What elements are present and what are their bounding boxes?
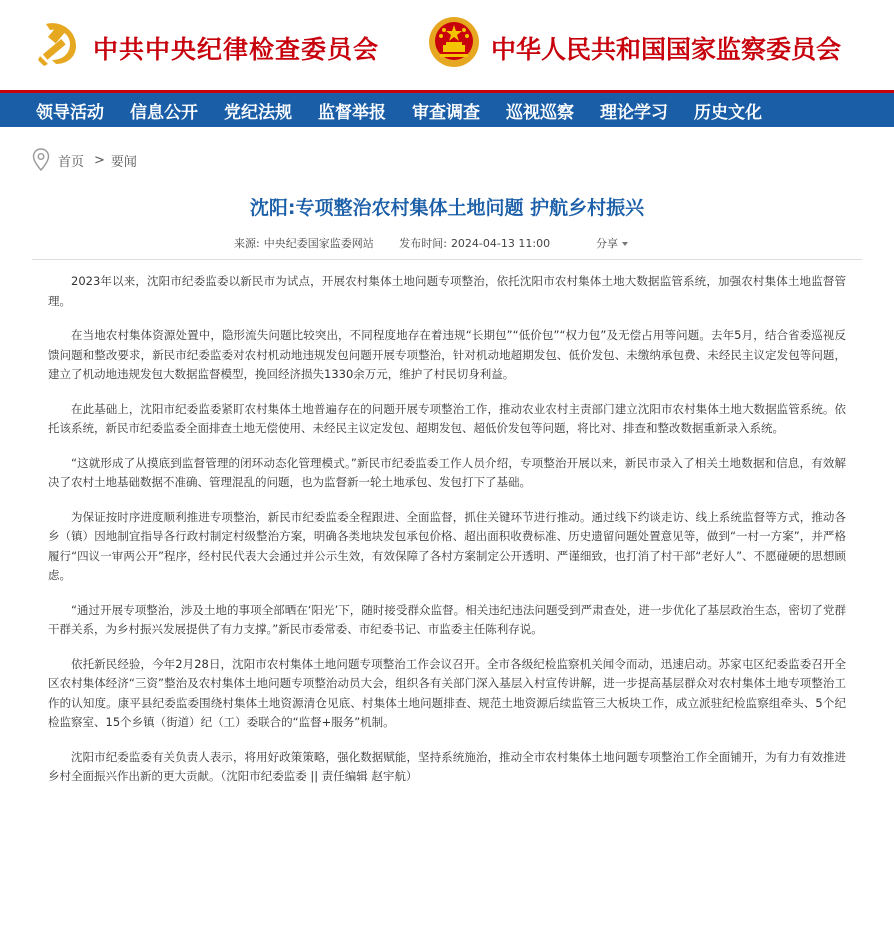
article-paragraph: “这就形成了从摸底到监督管理的闭环动态化管理模式。”新民市纪委监委工作人员介绍，专项整治开展以来，新民市录入了相关土地数据和信息，有效解决了农村土地基础数据不准确、管理混乱的问题，也为监督新一轮土地承包、发包打下了基础。: [48, 455, 846, 489]
divider: [32, 259, 862, 260]
article-paragraph: “通过开展专项整治，涉及土地的事项全部晒在‘阳光’下，随时接受群众监督。相关违纪违法问题受到严肃查处，进一步优化了基层政治生态，密切了党群干群关系，为乡村振兴发展提供了有力支撑。”新民市委常委、市纪委书记、市监委主任陈利存说。: [48, 602, 846, 636]
breadcrumb-current-link[interactable]: 要闻: [110, 154, 137, 170]
party-emblem-icon: [32, 16, 84, 68]
article-paragraph: 沈阳市纪委监委有关负责人表示，将用好政策策略，强化数据赋能，坚持系统施治，推动全市农村集体土地问题专项整治工作全面铺开，为有力有效推进乡村全面振兴作出新的更大贡献。（沈阳市纪委监委 || 责任编辑 赵宇航）: [48, 749, 846, 783]
article-paragraph: 为保证按时序进度顺利推进专项整治，新民市纪委监委全程跟进、全面监督，抓住关键环节进行推动。通过线下约谈走访、线上系统监督等方式，推动各乡（镇）因地制宜指导各行政村制定村级整治方案，明确各类地块发包承包价格、超出面积收费标准、历史遗留问题处置意见等，做到“一村一方案”，并严格履行“四议一审两公开”程序，经村民代表大会通过并公示生效，有效保障了各村方案制定公开透明、严谨细致，也打消了村干部“老好人”、不愿碰硬的思想顾虑。: [48, 509, 846, 582]
article-paragraph: 在此基础上，沈阳市纪委监委紧盯农村集体土地普遍存在的问题开展专项整治工作，推动农业农村主责部门建立沈阳市农村集体土地大数据监管系统。依托该系统，新民市纪委监委全面排查土地无偿使用、未经民主议定发包、超期发包、超低价发包等问题，将比对、排查和整改数据重新录入系统。: [48, 401, 846, 435]
article-paragraph: 2023年以来，沈阳市纪委监委以新民市为试点，开展农村集体土地问题专项整治，依托沈阳市农村集体土地大数据监管系统，加强农村集体土地监督管理。: [48, 274, 846, 308]
cpc-commission-title: 中共中央纪律检查委员会: [93, 35, 380, 64]
main-nav: [0, 90, 894, 127]
nav-item-investigation[interactable]: 审查调查: [412, 102, 480, 123]
nav-item-history[interactable]: 历史文化: [694, 102, 762, 123]
nav-item-report[interactable]: 监督举报: [318, 102, 386, 123]
article-meta: [234, 235, 554, 251]
national-supervisory-title: 中华人民共和国国家监察委员会: [491, 35, 842, 64]
article-title: 沈阳:专项整治农村集体土地问题 护航乡村振兴: [249, 197, 645, 219]
breadcrumb: [32, 147, 137, 173]
article-paragraph: 在当地农村集体资源处置中，隐形流失问题比较突出，不同程度地存在着违规“长期包”“低价包”“权力包”及无偿占用等问题。去年5月，结合省委巡视反馈问题和整改要求，新民市纪委监委对农村机动地违规发包问题开展专项整治，针对机动地超期发包、低价发包、未缴纳承包费、未经民主议定发包等问题，建立了机动地违规发包大数据监督模型，挽回经济损失1330余万元，维护了村民切身利益。: [48, 328, 846, 381]
breadcrumb-separator: >: [94, 152, 105, 168]
breadcrumb-home-link[interactable]: 首页: [58, 154, 85, 170]
site-header: [0, 0, 894, 90]
time-label: 发布时间:: [399, 237, 447, 250]
article-body: [48, 272, 846, 802]
national-emblem-icon: [428, 16, 480, 68]
article-paragraph: 依托新民经验，今年2月28日，沈阳市农村集体土地问题专项整治工作会议召开。全市各级纪检监察机关闻令而动，迅速启动。苏家屯区纪委监委召开全区农村集体经济“三资”整治及农村集体土地问题专项整治动员大会，组织各有关部门深入基层入村宣传讲解，进一步提高基层群众对农村集体土地专项整治工作的认知度。康平县纪委监委围绕村集体土地资源清仓见底、村集体土地问题排查、规范土地资源后续监管三大板块工作，成立派驻纪检监察组牵头、5个纪检监察室、15个乡镇（街道）纪（工）委联合的“监督+服务”机制。: [48, 656, 846, 729]
share-label: 分享: [596, 237, 618, 250]
source-label: 来源:: [234, 237, 260, 250]
source-value: 中央纪委国家监委网站: [263, 237, 374, 250]
nav-item-regulations[interactable]: 党纪法规: [224, 102, 292, 123]
nav-item-theory[interactable]: 理论学习: [600, 102, 668, 123]
nav-item-inspection[interactable]: 巡视巡察: [506, 102, 574, 123]
location-pin-icon: [32, 148, 50, 172]
time-value: 2024-04-13 11:00: [450, 237, 551, 250]
nav-item-leadership[interactable]: 领导活动: [36, 102, 104, 123]
share-button[interactable]: [596, 235, 628, 251]
caret-down-icon: [622, 242, 628, 246]
nav-item-info-disclosure[interactable]: 信息公开: [130, 102, 198, 123]
